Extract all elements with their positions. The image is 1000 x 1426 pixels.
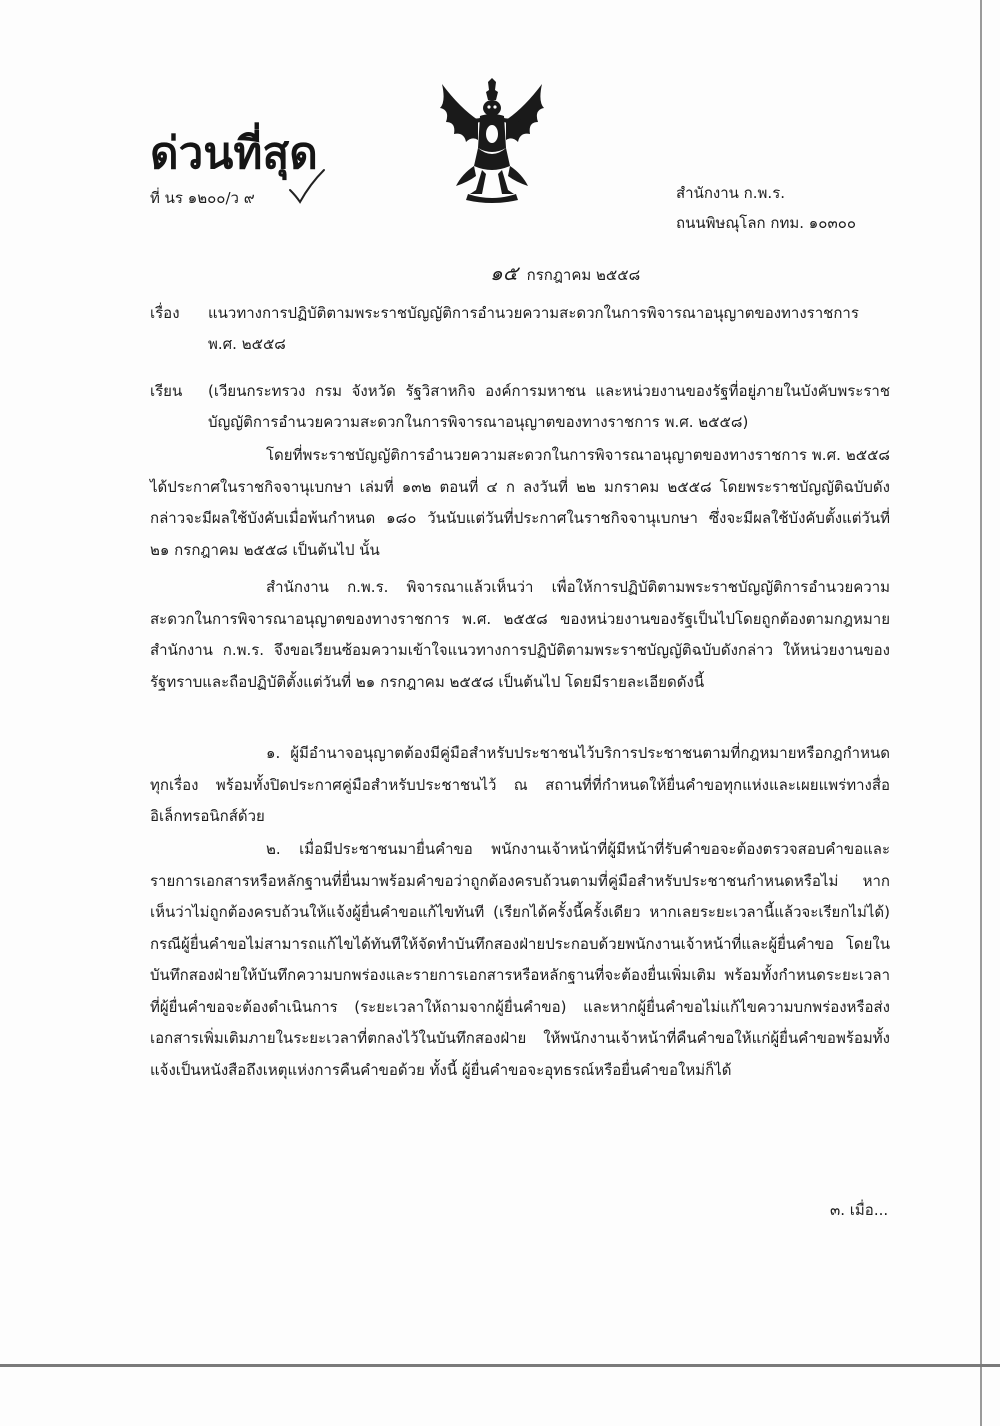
paragraph-4: [150, 834, 890, 1086]
date-month-year: กรกฎาคม ๒๕๕๘: [526, 266, 641, 284]
sender-office-block: [676, 178, 856, 238]
paragraph-1-text: โดยที่พระราชบัญญัติการอำนวยความสะดวกในการพิจารณาอนุญาตของทางราชการ พ.ศ. ๒๕๕๘ ได้ประกาศในราชกิจจานุเบกษา เล่มที่ ๑๓๒ ตอนที่ ๔ ก ลงวันที่ ๒๒ มกราคม ๒๕๕๘ โดยพระราชบัญญัติฉบับดังกล่าวจะมีผลใช้บังคับเมื่อพ้นกำหนด ๑๘๐ วันนับแต่วันที่ประกาศในราชกิจจานุเบกษา ซึ่งจะมีผลใช้บังคับตั้งแต่วันที่ ๒๑ กรกฎาคม ๒๕๕๘ เป็นต้นไป นั้น: [150, 446, 890, 559]
document-number: ที่ นร ๑๒๐๐/ว ๙: [150, 189, 255, 207]
recipient-row: [150, 376, 890, 438]
scan-edge-bottom: [0, 1364, 1000, 1367]
scan-edge-right: [980, 0, 982, 1426]
office-address: ถนนพิษณุโลก กทม. ๑๐๓๐๐: [676, 214, 857, 232]
garuda-emblem-icon: [432, 78, 552, 204]
paragraph-3: [150, 738, 890, 833]
document-date: [490, 257, 640, 289]
handwritten-mark-icon: [286, 168, 326, 204]
page-continuation: ๓. เมื่อ...: [830, 1201, 889, 1219]
subject-label: เรื่อง: [150, 304, 180, 322]
recipient-text: (เวียนกระทรวง กรม จังหวัด รัฐวิสาหกิจ องค์การมหาชน และหน่วยงานของรัฐที่อยู่ภายในบังคับพระราชบัญญัติการอำนวยความสะดวกในการพิจารณาอนุญาตของทางราชการ พ.ศ. ๒๕๕๘): [208, 382, 890, 431]
date-day: ๑๕: [490, 261, 518, 285]
subject-row: [150, 298, 890, 360]
subject-text: แนวทางการปฏิบัติตามพระราชบัญญัติการอำนวยความสะดวกในการพิจารณาอนุญาตของทางราชการ พ.ศ. ๒๕๕๘: [208, 304, 859, 353]
paragraph-1: [150, 440, 890, 566]
urgency-stamp: ด่วนที่สุด: [150, 128, 318, 179]
paragraph-4-text: ๒. เมื่อมีประชาชนมายื่นคำขอ พนักงานเจ้าหน้าที่ผู้มีหน้าที่รับคำขอจะต้องตรวจสอบคำขอและรายการเอกสารหรือหลักฐานที่ยื่นมาพร้อมคำขอว่าถูกต้องครบถ้วนตามที่คู่มือสำหรับประชาชนกำหนดหรือไม่ หากเห็นว่าไม่ถูกต้องครบถ้วนให้แจ้งผู้ยื่นคำขอแก้ไขทันที (เรียกได้ครั้งนี้ครั้งเดียว หากเลยระยะเวลานี้แล้วจะเรียกไม่ได้) กรณีผู้ยื่นคำขอไม่สามารถแก้ไขได้ทันทีให้จัดทำบันทึกสองฝ่ายประกอบด้วยพนักงานเจ้าหน้าที่และผู้ยื่นคำขอ โดยในบันทึกสองฝ่ายให้บันทึกความบกพร่องและรายการเอกสารหรือหลักฐานที่จะต้องยื่นเพิ่มเติม พร้อมทั้งกำหนดระยะเวลาที่ผู้ยื่นคำขอจะต้องดำเนินการ (ระยะเวลาให้ถามจากผู้ยื่นคำขอ) และหากผู้ยื่นคำขอไม่แก้ไขความบกพร่องหรือส่งเอกสารเพิ่มเติมภายในระยะเวลาที่ตกลงไว้ในบันทึกสองฝ่าย ให้พนักงานเจ้าหน้าที่คืนคำขอให้แก่ผู้ยื่นคำขอพร้อมทั้งแจ้งเป็นหนังสือถึงเหตุแห่งการคืนคำขอด้วย ทั้งนี้ ผู้ยื่นคำขอจะอุทธรณ์หรือยื่นคำขอใหม่ก็ได้: [150, 840, 890, 1079]
office-name: สำนักงาน ก.พ.ร.: [676, 184, 786, 202]
recipient-label: เรียน: [150, 382, 183, 400]
paragraph-2: [150, 572, 890, 698]
paragraph-2-text: สำนักงาน ก.พ.ร. พิจารณาแล้วเห็นว่า เพื่อให้การปฏิบัติตามพระราชบัญญัติการอำนวยความสะดวกในการพิจารณาอนุญาตของทางราชการ พ.ศ. ๒๕๕๘ ของหน่วยงานของรัฐเป็นไปโดยถูกต้องตามกฎหมาย สำนักงาน ก.พ.ร. จึงขอเวียนซ้อมความเข้าใจแนวทางการปฏิบัติตามพระราชบัญญัติฉบับดังกล่าว ให้หน่วยงานของรัฐทราบและถือปฏิบัติตั้งแต่วันที่ ๒๑ กรกฎาคม ๒๕๕๘ เป็นต้นไป โดยมีรายละเอียดดังนี้: [150, 578, 890, 691]
paragraph-3-text: ๑. ผู้มีอำนาจอนุญาตต้องมีคู่มือสำหรับประชาชนไว้บริการประชาชนตามที่กฎหมายหรือกฎกำหนดทุกเรื่อง พร้อมทั้งปิดประกาศคู่มือสำหรับประชาชนไว้ ณ สถานที่ที่กำหนดให้ยื่นคำขอทุกแห่งและเผยแพร่ทางสื่ออิเล็กทรอนิกส์ด้วย: [150, 744, 890, 825]
